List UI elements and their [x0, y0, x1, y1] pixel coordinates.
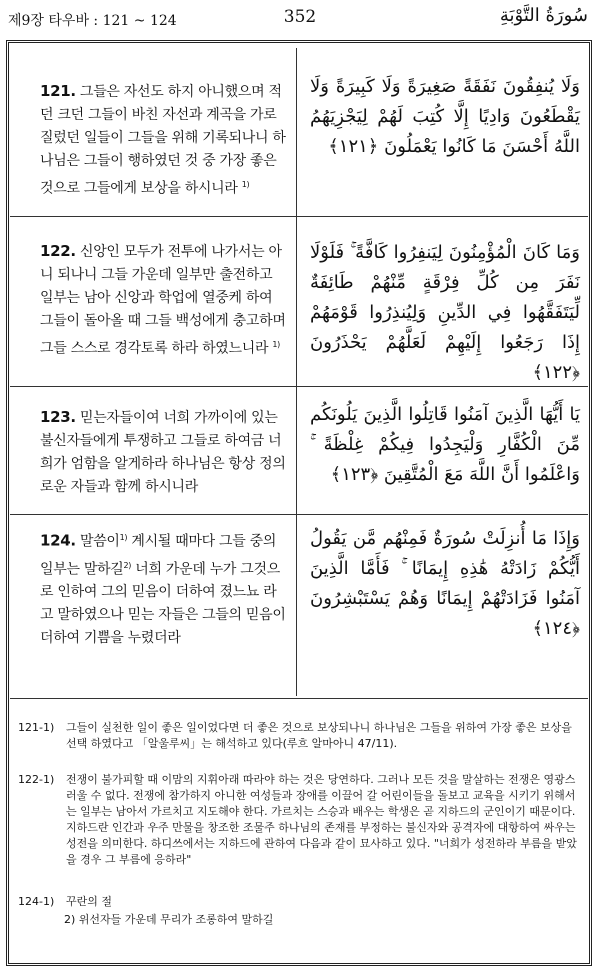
footnote-text: 그들이 실천한 일이 좋은 일이었다면 더 좋은 것으로 보상되나니 하나님은 그들을 위하여 가장 좋은 보상을 선택 하였다고 「알울루씨」는 해석하고 있다(루흐 알마아니 47/11).: [66, 721, 572, 750]
footnote-ref: 1): [272, 340, 280, 349]
footnote-label: 2): [64, 913, 76, 926]
verse-number: 124.: [40, 531, 76, 550]
footnote-label: 121-1): [18, 721, 55, 734]
verse-separator: [10, 514, 588, 515]
footnote-label: 124-1): [18, 895, 55, 908]
page-number: 352: [283, 7, 317, 27]
verse-separator: [10, 216, 588, 217]
footnote-label: 122-1): [18, 773, 55, 786]
footnote-text: 꾸란의 절: [66, 895, 113, 908]
page-header: [0, 0, 600, 42]
verse-text: 믿는자들이여 너희 가까이에 있는 불신자들에게 투쟁하고 그들로 하여금 너희가 엄함을 알게하라 하나님은 항상 정의로운 자들과 함께 하시니라: [40, 410, 286, 495]
footnote: [18, 912, 584, 928]
verse-124-korean: [40, 526, 288, 650]
verse-number: 121.: [40, 82, 76, 100]
verse-123-korean: [40, 406, 288, 499]
verse-number: 123.: [40, 408, 76, 426]
verse-separator: [10, 386, 588, 387]
verse-121-korean: [40, 80, 288, 201]
verse-123-arabic: يَا أَيُّهَا الَّذِينَ آمَنُوا قَاتِلُوا الَّذِينَ يَلُونَكُم مِّنَ الْكُفَّارِ وَلْيَجِدُوا فِيكُمْ غِلْظَةً ۚ وَاعْلَمُوا أَنَّ اللَّهَ مَعَ الْمُتَّقِينَ ﴿١٢٣﴾: [310, 404, 580, 485]
footnote-ref: 1): [241, 180, 250, 189]
footnote: [18, 894, 584, 910]
verse-text: 말씀이: [79, 533, 120, 550]
chapter-heading: 제9장 타우바 : 121 ~ 124: [8, 13, 177, 29]
verse-text: 계시될 때마다 그들 중의 일부는 말하길: [40, 533, 277, 578]
footnote-ref: 1): [119, 533, 128, 542]
column-divider: [296, 48, 297, 696]
surah-title: سُورَةُ التَّوْبَةِ: [499, 5, 588, 26]
verse-121-arabic: وَلَا يُنفِقُونَ نَفَقَةً صَغِيرَةً وَلَا كَبِيرَةً وَلَا يَقْطَعُونَ وَادِيًا إِلَّا كُتِبَ لَهُمْ لِيَجْزِيَهُمُ اللَّهُ أَحْسَنَ مَا كَانُوا يَعْمَلُونَ ﴿١٢١﴾: [310, 76, 580, 157]
footnote: [18, 720, 584, 752]
verse-text: 신앙인 모두가 전투에 나가서는 아니 되나니 그들 가운데 일부만 출전하고 일부는 남아 신앙과 학업에 열중케 하여 그들이 돌아올 때 그들 백성에게 충고하며 그들 스스로 경각토록 하라 하였느니라: [40, 244, 286, 357]
verse-122-arabic: وَمَا كَانَ الْمُؤْمِنُونَ لِيَنفِرُوا كَافَّةً ۚ فَلَوْلَا نَفَرَ مِن كُلِّ فِرْقَةٍ مِّنْهُمْ طَائِفَةٌ لِّيَتَفَقَّهُوا فِي الدِّينِ وَلِيُنذِرُوا قَوْمَهُمْ إِذَا رَجَعُوا إِلَيْهِمْ لَعَلَّهُمْ يَحْذَرُونَ ﴿١٢٢﴾: [310, 242, 580, 383]
footnote-separator: [10, 698, 588, 699]
verse-122-korean: [40, 240, 288, 361]
footnote: [18, 772, 584, 868]
verse-124-arabic: وَإِذَا مَا أُنزِلَتْ سُورَةٌ فَمِنْهُم مَّن يَقُولُ أَيُّكُمْ زَادَتْهُ هَٰذِهِ إِيمَانًا ۚ فَأَمَّا الَّذِينَ آمَنُوا فَزَادَتْهُمْ إِيمَانًا وَهُمْ يَسْتَبْشِرُونَ ﴿١٢٤﴾: [310, 528, 580, 639]
footnote-text: 전쟁이 불가피할 때 이맘의 지휘아래 따라야 하는 것은 당연하다. 그러나 모든 것을 말살하는 전쟁은 영광스러울 수 없다. 전쟁에 참가하지 아니한 여성들과 장애를 이끌어 갈 어린이들을 돌보고 교육을 시키기 위해서는 일부는 남아서 가르치고 지도해야 한다. 가르치는 스승과 배우는 학생은 곧 지하드의 군인이기 때문이다. 지하드란 인간과 우주 만물을 창조한 조물주 하나님의 존재를 부정하는 불신자와 공격자에 대항하여 싸우는 성전을 의미한다. 하디쓰에서는 지하드에 관하여 다음과 같이 묘사하고 있다. "너희가 성전하라 부름을 받았을 경우 그 부름에 응하라": [66, 773, 577, 866]
verse-text: 너희 가운데 누가 그것으로 인하여 그의 믿음이 더하여 졌느뇨 라고 말하였으나 믿는 자들은 그들의 믿음이 더하여 기쁨을 누렸더라: [40, 561, 286, 647]
footnote-text: 위선자들 가운데 무리가 조롱하여 말하길: [78, 913, 274, 926]
verse-number: 122.: [40, 242, 76, 260]
footnote-ref: 2): [123, 560, 132, 570]
footnote-sub: [64, 912, 584, 928]
verse-text: 그들은 자선도 하지 아니했으며 적던 크던 그들이 바친 자선과 계곡을 가로질렀던 일들이 그들을 위해 기록되나니 하나님은 그들이 행하였던 것 중 가장 좋은 것으로 그들에게 보상을 하시니라: [40, 84, 286, 197]
